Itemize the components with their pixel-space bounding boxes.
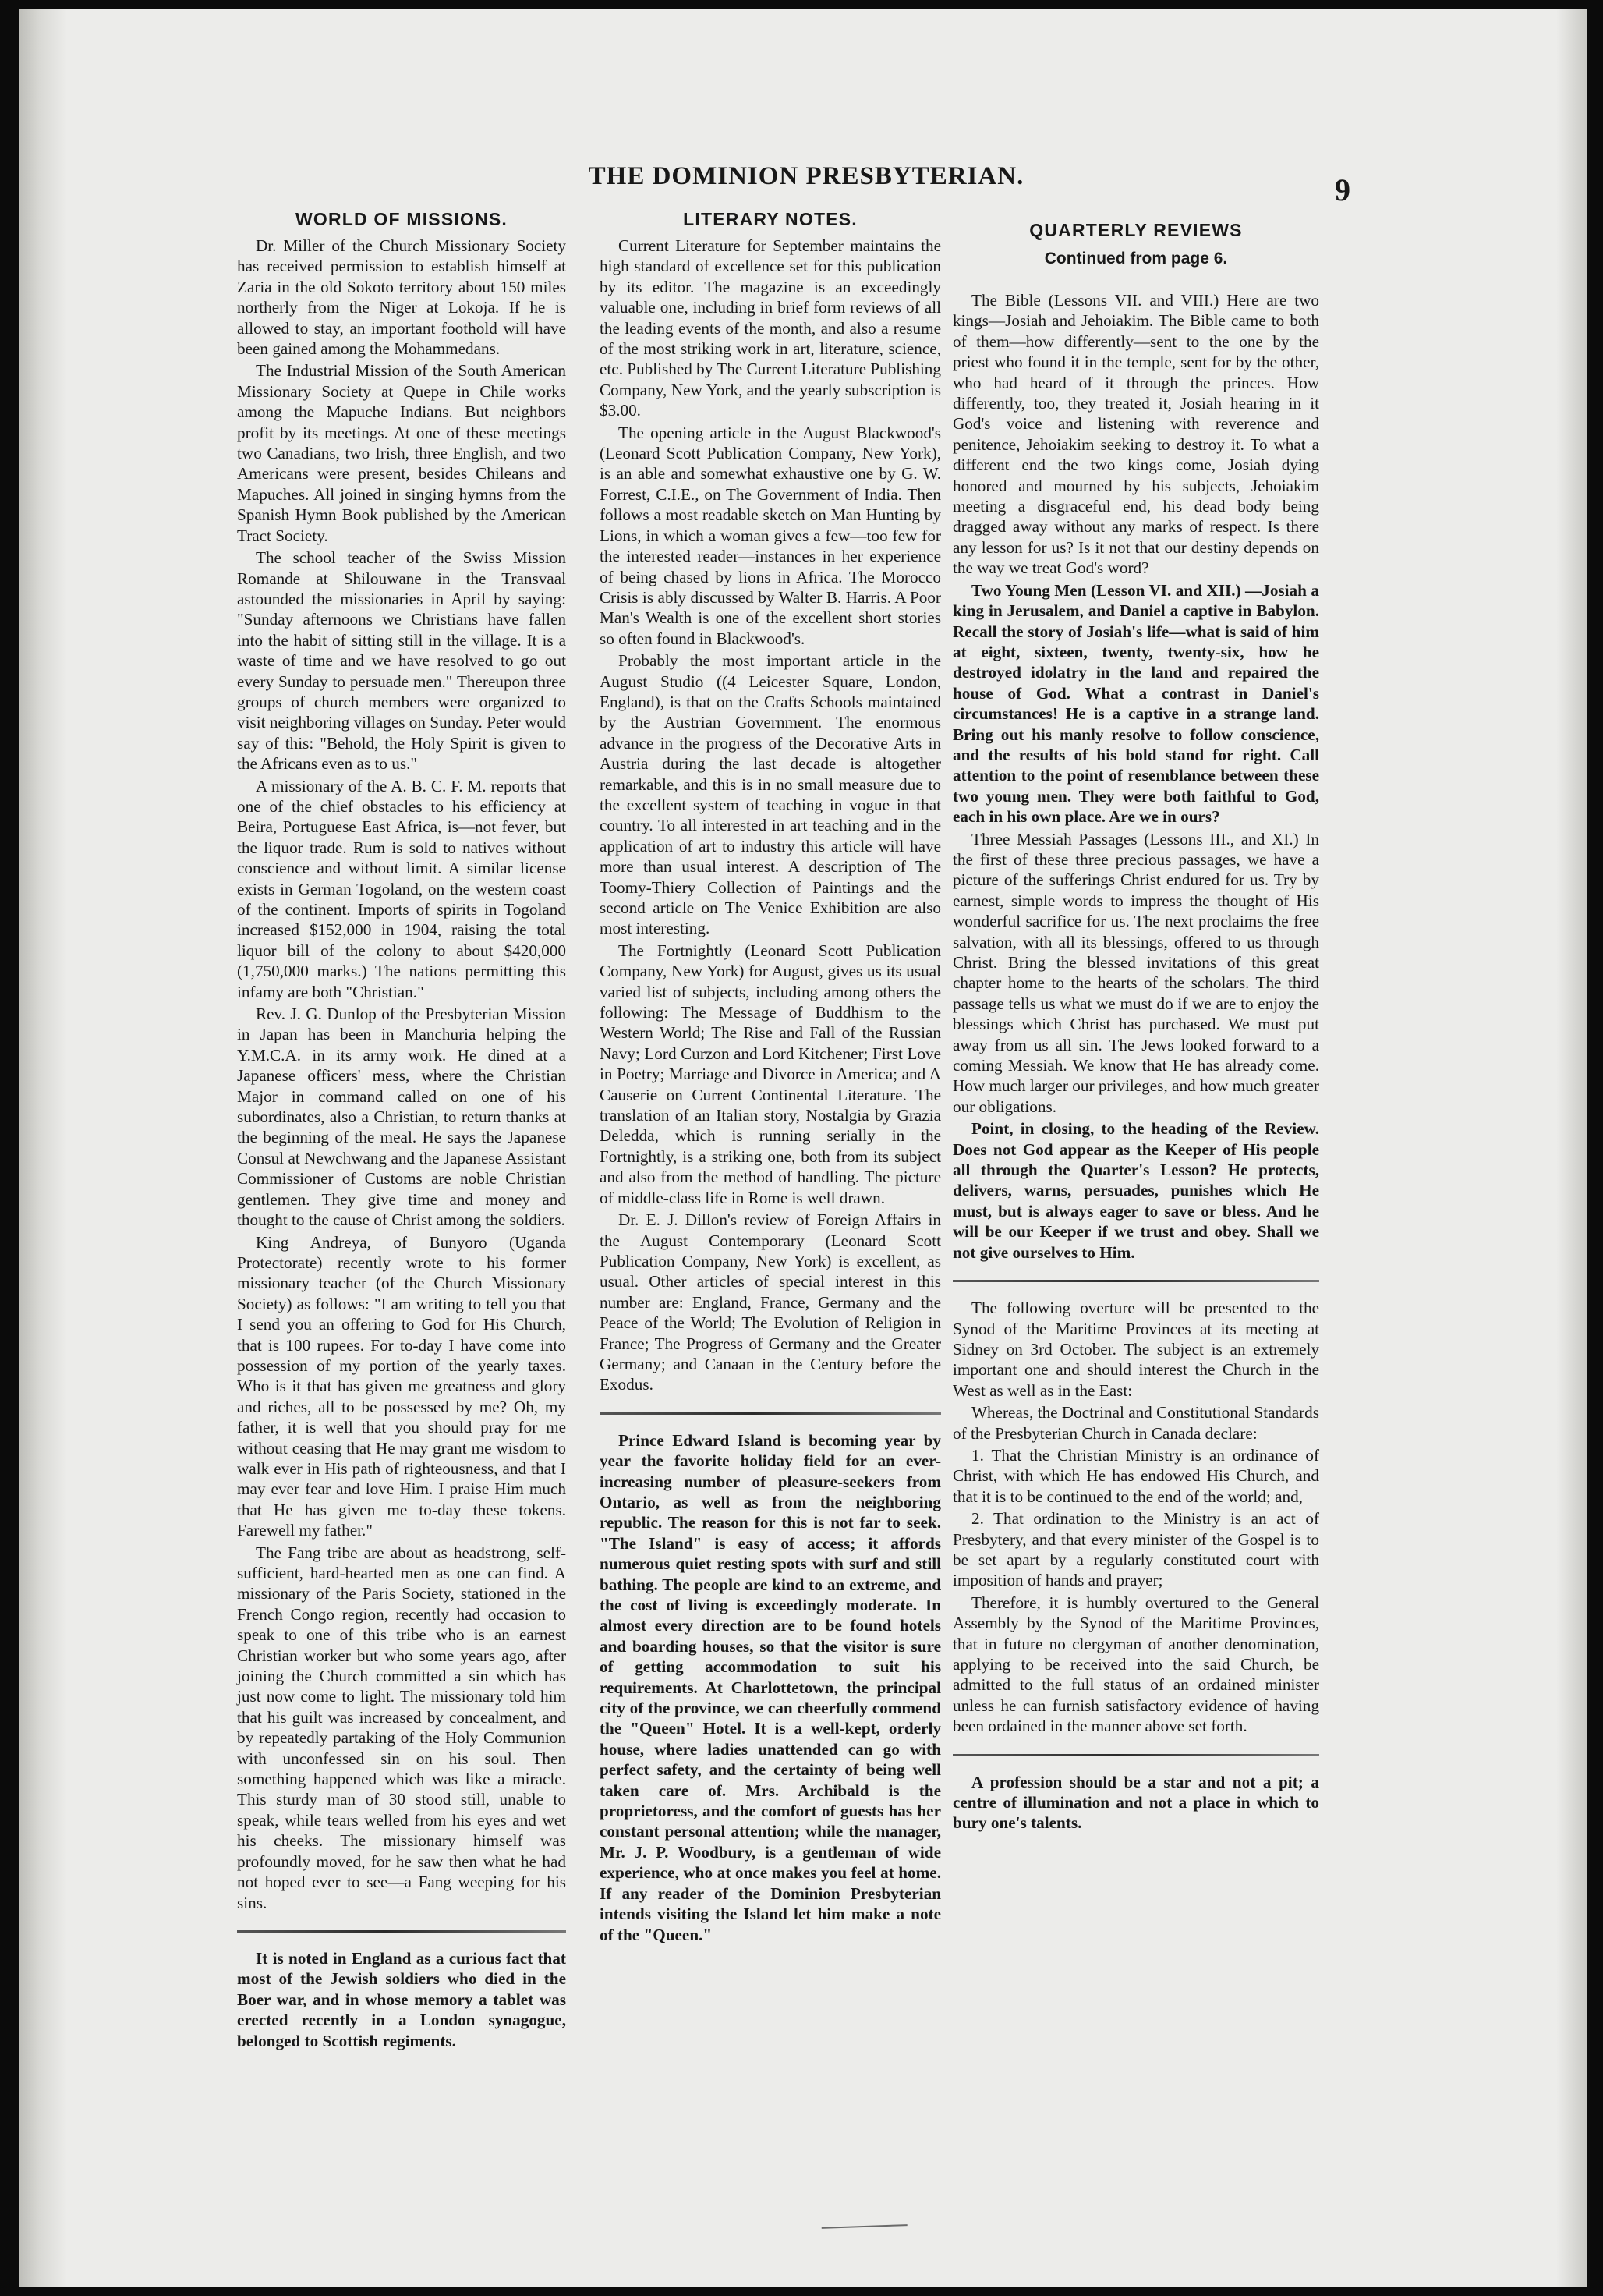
section-divider <box>237 1930 566 1933</box>
pei-advertisement: Prince Edward Island is becoming year by year the favorite holiday field for an ever-increasing number of pleasure-seekers from Ontario, as well as from the neighboring republic. The reason for this is not far to seek. "The Island" is easy of access; it affords numerous quiet resting spots with surf and still bathing. The people are kind to an extreme, and the cost of living is exceedingly moderate. In almost every direction are to be found hotels and boarding houses, so that the visitor is sure of getting accommodation to suit his requirements. At Charlottetown, the principal city of the province, we can cheerfully commend the "Queen" Hotel. It is a well-kept, orderly house, where ladies unattended can go with perfect safety, and the certainty of being well taken care of. Mrs. Archibald is the proprietoress, and the comfort of guests has her constant personal attention; while the manager, Mr. J. P. Woodbury, is a gentleman of wide experience, who at once makes you feel at home. If any reader of the Dominion Presbyterian intends visiting the Island let him make a note of the "Queen." <box>600 1430 941 1944</box>
overture-paragraph: The following overture will be presented to the Synod of the Maritime Provinces at its meeting at Sidney on 3rd October. The subject is an extremely important one and should interest the Church in the West as well as in the East: <box>953 1299 1319 1400</box>
article-paragraph: Dr. Miller of the Church Missionary Society has received permission to establish himself at Zaria in the old Sokoto territory about 150 miles northerly from the Niger at Lokoja. If he is allowed to stay, an important foothold will have been gained among the Mohammedans. <box>237 236 566 359</box>
newspaper-page <box>19 9 1587 2287</box>
article-paragraph: Current Literature for September maintains the high standard of excellence set for this publication by its editor. The magazine is an exceedingly valuable one, including in brief form reviews of all the leading events of the month, and also a resume of the most striking work in art, literature, science, etc. Published by The Current Literature Publishing Company, New York, and the yearly subscription is $3.00. <box>600 236 941 420</box>
print-mark <box>822 2224 908 2241</box>
article-paragraph: Three Messiah Passages (Lessons III., and XI.) In the first of these three precious passages, we have a picture of the sufferings Christ endured for us. Try by earnest, simple words to impress the thought of His wonderful sacrifice for us. The next proclaims the free salvation, with all its blessings, offered to us through Christ. Bring the blessed invitations of this great chapter home to the hearts of the scholars. The third passage tells us what we must do if we are to enjoy the blessings which Christ has purchased. We must put away from us all sin. The Jews looked forward to a coming Messiah. We know that He has already come. How much larger our privileges, and how much greater our obligations. <box>953 829 1319 1116</box>
column-world-of-missions <box>237 207 566 2053</box>
note-paragraph: It is noted in England as a curious fact that most of the Jewish soldiers who died in the Boer war, and in whose memory a tablet was erected recently in a London synagogue, belonged to Scottish regiments. <box>237 1948 566 2050</box>
article-paragraph: King Andreya, of Bunyoro (Uganda Protectorate) recently wrote to his former missionary teacher (of the Church Missionary Society) as follows: "I am writing to tell you that I send you an offering to God for His Church, that is 100 rupees. For to-day I have come into possession of my portion of the yearly taxes. Who is it that has given me greatness and glory and riches, all to be possessed by me? Oh, my father, it is well that you should pray for me without ceasing that He may grant me wisdom to walk ever in His path of righteousness, and that I may ever fear and love Him. I praise Him much that He has given me to-day these tokens. Farewell my father." <box>237 1232 566 1540</box>
article-paragraph: The opening article in the August Blackwood's (Leonard Scott Publication Company, New York), is an able and somewhat exhaustive one by G. W. Forrest, C.I.E., on The Government of India. Then follows a most readable sketch on Man Hunting by Lions, in which a woman gives a few—too few for the interested reader—instances in her experience of being chased by lions in Africa. The Morocco Crisis is ably discussed by Walter B. Harris. A Poor Man's Wealth is one of the excellent short stories so often found in Blackwood's. <box>600 423 941 648</box>
continued-note: Continued from page 6. <box>1044 250 1228 268</box>
article-paragraph: The Bible (Lessons VII. and VIII.) Here are two kings—Josiah and Jehoiakim. The Bible came to both of them—how differently—sent to the one by the priest who found it in the temple, sent for by the other, who had heard of it through the princes. How differently, too, they treated it, Josiah hearing in it God's voice and listening with reverence and penitence, Jehoiakim seeking to destroy it. To what a different end the two kings come, Josiah dying honored and mourned by his subjects, Jehoiakim meeting a disgraceful end, his dead body being dragged away without any marks of respect. Is there any lesson for us? Is it not that our destiny depends on the way we treat God's word? <box>953 291 1319 578</box>
column-literary-notes <box>600 207 941 1947</box>
article-paragraph: Dr. E. J. Dillon's review of Foreign Affairs in the August Contemporary (Leonard Scott Publication Company, New York) is excellent, as usual. Other articles of special interest in this number are: England, France, Germany and the Peace of the World; The Evolution of Religion in France; The Progress of Germany and the Greater Germany; and Canaan in the Century before the Exodus. <box>600 1210 941 1394</box>
overture-paragraph: Whereas, the Doctrinal and Constitutional Standards of the Presbyterian Church in Canada declare: <box>953 1403 1320 1443</box>
article-paragraph: The Industrial Mission of the South American Missionary Society at Quepe in Chile works among the Mapuche Indians. But neighbors profit by its meetings. At one of these meetings two Canadians, two Irish, three English, and two Americans were present, besides Chileans and Mapuches. All joined in singing hymns from the Spanish Hymn Book published by the American Tract Society. <box>237 361 566 545</box>
section-divider <box>953 1754 1319 1756</box>
overture-paragraph: 1. That the Christian Ministry is an ordinance of Christ, with which He has endowed His Church, and that it is to be continued to the end of the world; and, <box>953 1445 1319 1506</box>
overture-paragraph: Therefore, it is humbly overtured to the General Assembly by the Synod of the Maritime Provinces, that in future no clergyman of another denomination, applying to be received into the said Church, be admitted to the full status of an ordained minister unless he can furnish satisfactory evidence of having been ordained in the manner above set forth. <box>953 1593 1319 1736</box>
column-quarterly-reviews <box>953 207 1319 1835</box>
article-paragraph: A missionary of the A. B. C. F. M. reports that one of the chief obstacles to his efficiency at Beira, Portuguese East Africa, is—not fever, but the liquor trade. Rum is sold to natives without conscience and without limit. A similar license exists in German Togoland, on the western coast of the continent. Imports of spirits in Togoland increased $152,000 in 1904, raising the total liquor bill of the colony to about $420,000 (1,750,000 marks.) The nations permitting this infamy are both "Christian." <box>237 776 566 1001</box>
overture-paragraph: 2. That ordination to the Ministry is an act of Presbytery, and that every minister of the Gospel is to be set apart by a regularly constituted court with imposition of hands and prayer; <box>953 1509 1319 1590</box>
article-paragraph: Rev. J. G. Dunlop of the Presbyterian Mission in Japan has been in Manchuria helping the Y.M.C.A. in its army work. He dined at a Japanese officers' mess, where the Christian Major in command called on one of his subordinates, also a Christian, to return thanks at the beginning of the meal. He says the Japanese Consul at Newchwang and the Japanese Assistant Commissioner of Customs are noble Christian gentlemen. They give time and money and thought to the cause of Christ among the soldiers. <box>237 1004 566 1230</box>
binding-shadow-left <box>19 9 67 2287</box>
article-paragraph: Two Young Men (Lesson VI. and XII.) —Josiah a king in Jerusalem, and Daniel a captive in Babylon. Recall the story of Josiah's life—what is said of him at eight, sixteen, twenty, twenty-six, how he destroyed idolatry in the land and repaired the house of God. What a contrast in Daniel's circumstances! He is a captive in a strange land. Bring out his manly resolve to follow conscience, and the results of his bold stand for right. Call attention to the point of resemblance between these two young men. They were both faithful to God, each in his own place. Are we in ours? <box>953 580 1319 827</box>
article-paragraph: The Fortnightly (Leonard Scott Publication Company, New York) for August, gives us its usual varied list of subjects, including among others the following: The Message of Buddhism to the Western World; The Rise and Fall of the Russian Navy; Lord Curzon and Lord Kitchener; First Love in Poetry; Marriage and Divorce in America; and A Causerie on Current Continental Literature. The translation of an Italian story, Nostalgia by Grazia Deledda, which is running serially in the Fortnightly, is a striking one, both from its subject and also from the method of handling. The picture of middle-class life in Rome is well drawn. <box>600 941 941 1207</box>
section-divider <box>600 1412 941 1415</box>
section-heading-world-of-missions: WORLD OF MISSIONS. <box>295 209 508 229</box>
article-paragraph: Probably the most important article in the August Studio ((4 Leicester Square, London, England), is that on the Crafts Schools maintained by the Austrian Government. The enormous advance in the progress of the Decorative Arts in Austria during the last decade is altogether remarkable, and this is in no small measure due to the excellent system of teaching in vogue in that country. To all interested in art teaching and in the application of art to industry this article will have more than usual interest. A description of The Toomy-Thiery Collection of Paintings and the second article on The Venice Exhibition are also most interesting. <box>600 651 941 938</box>
closing-quote: A profession should be a star and not a pit; a centre of illumination and not a place in which to bury one's talents. <box>953 1772 1319 1833</box>
section-heading-literary-notes: LITERARY NOTES. <box>683 209 858 229</box>
masthead: THE DOMINION PRESBYTERIAN. <box>588 162 1024 190</box>
article-paragraph: The school teacher of the Swiss Mission Romande at Shilouwane in the Transvaal astounded the missionaries in April by saying: "Sunday afternoons we Christians have fallen into the habit of sitting still in the village. It is a waste of time and we have resolved to go out every Sunday to persuade men." Thereupon three groups of church members were organized to visit neighboring villages on Sunday. Peter would say of this: "Behold, the Holy Spirit is given to the Africans even as to us." <box>237 548 566 774</box>
section-heading-quarterly-reviews: QUARTERLY REVIEWS <box>1029 220 1243 240</box>
page-number: 9 <box>1335 172 1350 207</box>
binding-shadow-right <box>1556 9 1587 2287</box>
article-paragraph: Point, in closing, to the heading of the Review. Does not God appear as the Keeper of His people all through the Quarter's Lesson? He protects, delivers, warns, persuades, punishes which He must, but is always eager to save or bless. And he will be our Keeper if we trust and obey. Shall we not give ourselves to Him. <box>953 1119 1319 1262</box>
article-paragraph: The Fang tribe are about as headstrong, self-sufficient, hard-hearted men as one can find. A missionary of the Paris Society, stationed in the French Congo region, recently had occasion to speak to one of this tribe who is an earnest Christian worker but who some years ago, after joining the Church committed a sin which has just now come to light. The missionary told him that his guilt was increased by concealment, and by repeatedly partaking of the Holy Communion with unconfessed sin on his soul. Then something happened which was like a miracle. This sturdy man of 30 stood still, unable to speak, while tears welled from his eyes and wet his cheeks. The missionary himself was profoundly moved, for he saw then what he had not hoped ever to see—a Fang weeping for his sins. <box>237 1543 566 1912</box>
section-divider <box>953 1280 1319 1282</box>
